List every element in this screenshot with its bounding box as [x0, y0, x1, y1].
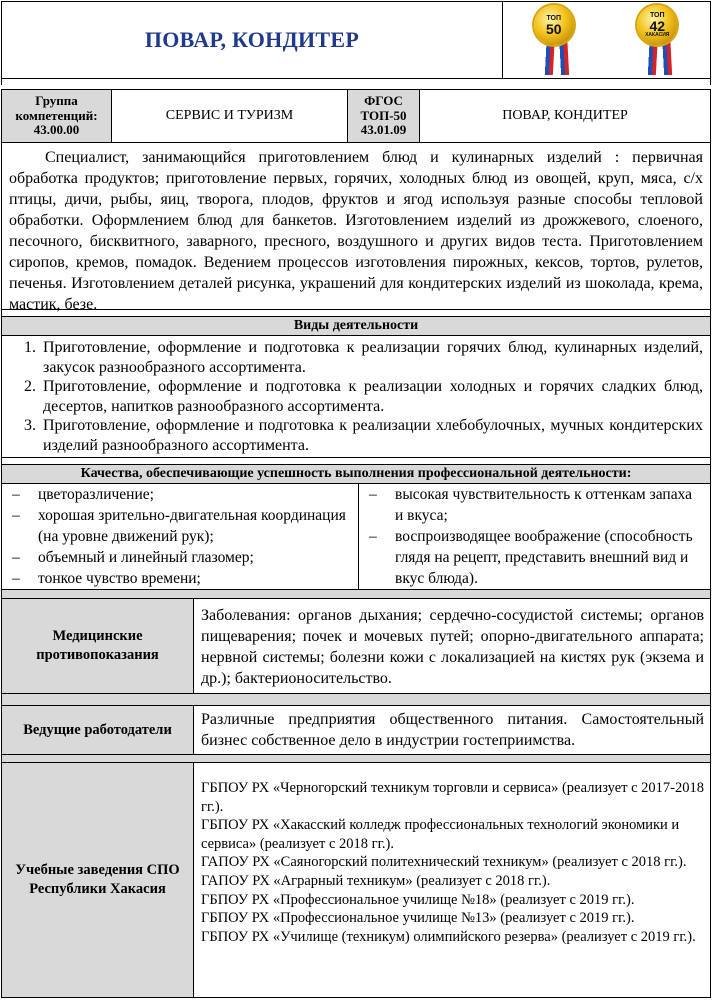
list-item: ГБПОУ РХ «Хакасский колледж профессиональных технологий экономики и сервиса» (реализует с 2018 гг.).: [201, 817, 680, 852]
list-item: 1. Приготовление, оформление и подготовка к реализации горячих блюд, кулинарных изделий, закусок разнообразного ассортимента.: [40, 338, 703, 377]
list-item: – тонкое чувство времени;: [8, 568, 352, 589]
list-item: – воспроизводящее воображение (способность глядя на рецепт, представить внешний вид и вкус блюда).: [365, 526, 704, 589]
header: [1, 1, 711, 79]
list-item: ГАПОУ РХ «Саяногорский политехнический техникум» (реализует с 2018 гг.).: [201, 854, 687, 871]
description-text: Специалист, занимающийся приготовлением блюд и кулинарных изделий : первичная обработка продуктов; приготовление первых, горячих, холодных блюд из овощей, круп, мяса, с/х птицы, дичи, рыбы, яиц, творога, плодов, фруктов и ягод используя разные способы тепловой обработки. Оформлением блюд для банкетов. Изготовлением изделий из дрожжевого, слоеного, песочного, бисквитного, заварного, пресного, воздушного и других видов теста. Приготовлением сиропов, кремов, помадок. Ведением процессов изготовления пирожных, кексов, тортов, рулетов, печенья. Изготовлением деталей рисунка, украшений для кондитерских изделий из шоколада, крема, мастик, безе.: [9, 149, 703, 313]
activities-section: [1, 316, 711, 458]
list-item: – цветоразличение;: [8, 484, 352, 505]
qualities-left-column: [2, 484, 359, 590]
medical-section: [1, 598, 711, 694]
employers-section: [1, 705, 711, 755]
schools-section: [1, 762, 711, 998]
employers-label: Ведущие работодатели: [2, 706, 194, 754]
top42-khakassia-medal-icon: ТОП 42 ХАКАСИЯ: [636, 3, 680, 77]
list-item: – хорошая зрительно-двигательная координация (на уровне движений рук);: [8, 505, 352, 547]
list-item: – высокая чувствительность к оттенкам запаха и вкуса;: [365, 484, 704, 526]
spacer: [1, 79, 711, 85]
top50-medal-icon: ТОП 50: [533, 3, 577, 77]
spacer: [1, 755, 711, 762]
list-item: ГАПОУ РХ «Аграрный техникум» (реализует с 2018 гг.).: [201, 872, 551, 889]
medical-value: Заболевания: органов дыхания; сердечно-сосудистой системы; органов пищеварения; почек и мочевых путей; опорно-двигательного аппарата; нервной системы; болезни кожи с локализацией на кистях рук (экзема и др.); бактерионосительство.: [201, 607, 704, 687]
list-item: ГБПОУ РХ «Училище (техникум) олимпийского резерва» (реализует с 2019 гг.).: [201, 928, 696, 945]
qualities-section: [1, 464, 711, 590]
medical-label: Медицинские противопоказания: [2, 599, 194, 693]
spacer: [1, 694, 711, 705]
list-item: 3. Приготовление, оформление и подготовка к реализации хлебобулочных, мучных кондитерских изделий разнообразного ассортимента.: [40, 416, 703, 455]
fgos-value: ПОВАР, КОНДИТЕР: [502, 108, 628, 123]
activities-list: [2, 336, 710, 459]
spacer: [1, 590, 711, 598]
fgos-label: ФГОС ТОП-50 43.01.09: [348, 90, 420, 142]
description-section: [1, 143, 711, 313]
schools-list: [194, 763, 710, 997]
list-item: ГБПОУ РХ «Профессиональное училище №13» (реализует с 2019 гг.).: [201, 910, 635, 927]
medals: [503, 2, 710, 78]
competence-group-label: Группа компетенций: 43.00.00: [2, 90, 112, 142]
list-item: ГБПОУ РХ «Черногорский техникум торговли и сервиса» (реализует с 2017-2018 гг.).: [201, 780, 704, 815]
schools-label: Учебные заведения СПО Республики Хакасия: [2, 763, 194, 997]
qualities-right-column: [359, 484, 710, 590]
list-item: – объемный и линейный глазомер;: [8, 547, 352, 568]
qualities-title: Качества, обеспечивающие успешность выполнения профессиональной деятельности:: [2, 465, 710, 484]
page-title: ПОВАР, КОНДИТЕР: [2, 2, 503, 78]
list-item: 2. Приготовление, оформление и подготовка к реализации холодных и горячих сладких блюд, десертов, напитков разнообразного ассортимента.: [40, 377, 703, 416]
activities-title: Виды деятельности: [2, 317, 710, 336]
list-item: ГБПОУ РХ «Профессиональное училище №18» (реализует с 2019 гг.).: [201, 891, 635, 908]
employers-value: Различные предприятия общественного питания. Самостоятельный бизнес собственное дело в индустрии гостеприимства.: [201, 711, 704, 749]
competence-group-value: СЕРВИС И ТУРИЗМ: [112, 90, 348, 142]
info-table: [1, 89, 711, 143]
